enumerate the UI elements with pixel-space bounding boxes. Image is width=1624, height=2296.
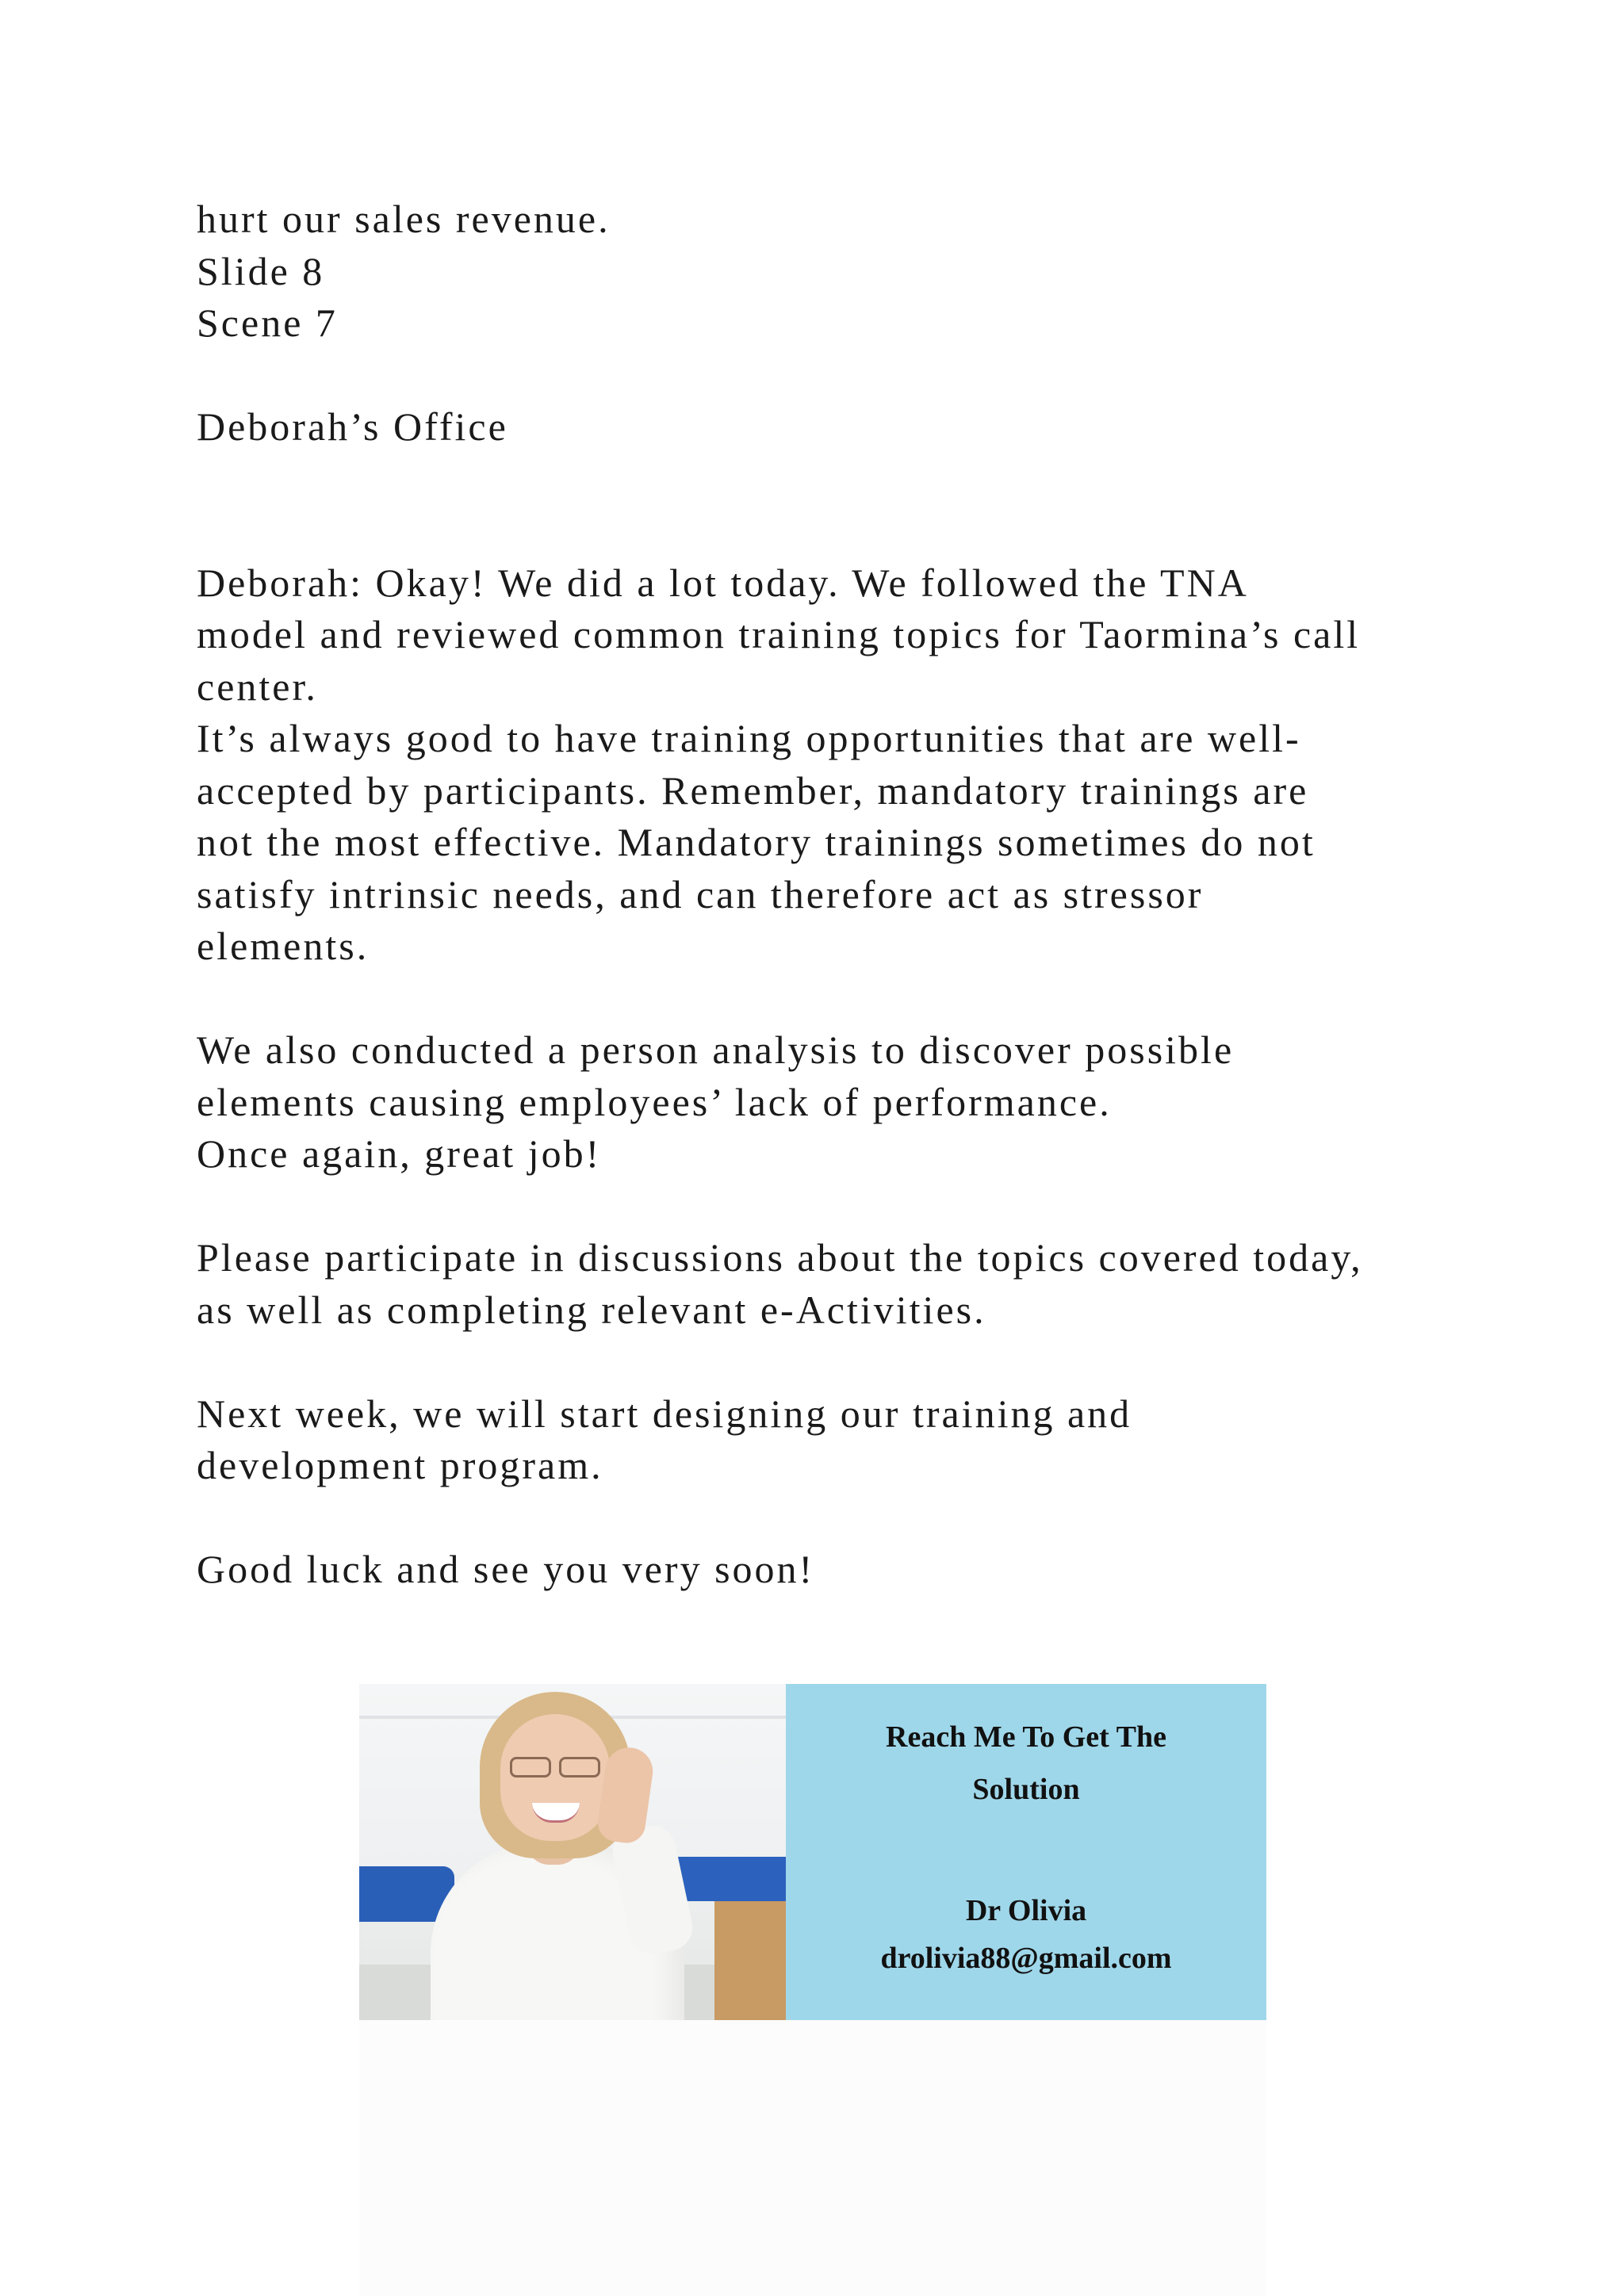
contact-info-panel bbox=[786, 1684, 1266, 2020]
contact-email[interactable]: drolivia88@gmail.com bbox=[880, 1942, 1172, 1975]
text-line: as well as completing relevant e-Activities. bbox=[197, 1287, 986, 1332]
text-line: development program. bbox=[197, 1443, 603, 1487]
wooden-shelf bbox=[714, 1901, 786, 2020]
page-footer-area bbox=[359, 2020, 1266, 2296]
scene-number-line: Scene 7 bbox=[197, 300, 338, 345]
text-line: center. bbox=[197, 664, 318, 709]
text-line: Next week, we will start designing our training and bbox=[197, 1391, 1132, 1436]
text-line: model and reviewed common training topics for Taormina’s call bbox=[197, 612, 1361, 656]
paragraph-spacer bbox=[197, 1336, 1450, 1388]
text-line: We also conducted a person analysis to discover possible bbox=[197, 1027, 1235, 1072]
text-line: Deborah: Okay! We did a lot today. We followed the TNA bbox=[197, 560, 1249, 605]
woman-portrait-photo bbox=[359, 1684, 786, 2020]
paragraph-spacer bbox=[197, 453, 1450, 557]
text-line: elements. bbox=[197, 924, 370, 968]
contact-banner[interactable] bbox=[359, 1684, 1266, 2020]
banner-headline bbox=[786, 1711, 1266, 1816]
text-line: elements causing employees’ lack of performance. bbox=[197, 1079, 1112, 1124]
banner-headline-line2: Solution bbox=[972, 1773, 1080, 1806]
slide-number-line: Slide 8 bbox=[197, 248, 325, 293]
text-line: Once again, great job! bbox=[197, 1131, 602, 1176]
text-line: satisfy intrinsic needs, and can therefore act as stressor bbox=[197, 871, 1204, 916]
paragraph-spacer bbox=[197, 350, 1450, 402]
text-line: not the most effective. Mandatory trainings sometimes do not bbox=[197, 820, 1316, 864]
paragraph-spacer bbox=[197, 1181, 1450, 1233]
closing-line: Good luck and see you very soon! bbox=[197, 1547, 815, 1591]
text-line: accepted by participants. Remember, mandatory trainings are bbox=[197, 767, 1309, 813]
location-heading: Deborah’s Office bbox=[197, 404, 508, 449]
text-line: It’s always good to have training opportunities that are well- bbox=[197, 716, 1301, 760]
text-line: Please participate in discussions about the topics covered today, bbox=[197, 1235, 1363, 1280]
contact-name: Dr Olivia bbox=[965, 1894, 1087, 1927]
banner-headline-line1: Reach Me To Get The bbox=[886, 1720, 1166, 1754]
text-line: hurt our sales revenue. bbox=[197, 197, 611, 241]
glasses-icon bbox=[510, 1757, 600, 1774]
document-body bbox=[197, 193, 1450, 1596]
paragraph-spacer bbox=[197, 1492, 1450, 1544]
paragraph-spacer bbox=[197, 973, 1450, 1025]
